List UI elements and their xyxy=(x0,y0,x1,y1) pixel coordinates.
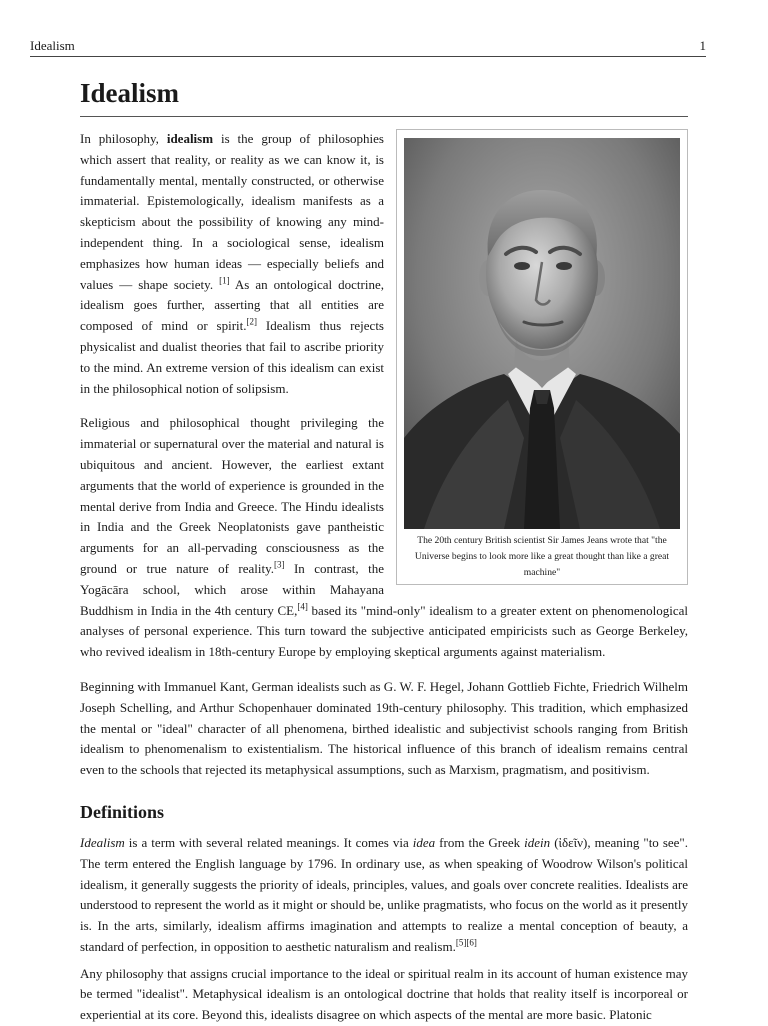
text-run: is a term with several related meanings. It comes via xyxy=(124,834,413,850)
citation-4[interactable]: [4] xyxy=(297,601,308,612)
running-title: Idealism xyxy=(30,38,75,53)
running-header xyxy=(30,38,706,57)
italic-term: idein xyxy=(524,834,551,850)
portrait-figure xyxy=(396,129,688,585)
page-number: 1 xyxy=(699,38,706,53)
portrait-photo xyxy=(404,138,680,529)
definitions-paragraph-2: Any philosophy that assigns crucial importance to the ideal or spiritual realm in its account of human existence may be termed "idealist". Metaphysical idealism is an ontological doctrine that holds that reality itself is incorporeal or experiential at its core. Beyond this, idealists disagree on which aspects of the mental are more basic. Platonic xyxy=(80,965,688,1023)
text-run: As an ontological doctrine, idealism goes further, asserting that all entities are composed of mind or spirit. xyxy=(80,276,384,334)
text-run: Religious and philosophical thought privileging the immaterial or supernatural over the material and natural is ubiquitous and ancient. However, the earliest extant arguments that the world of experience is grounded in the mental derive from India and Greece. The Hindu idealists in India and the Greek Neoplatonists gave pantheistic arguments for an all-pervading consciousness as the ground or true nature of reality. xyxy=(80,415,384,576)
figure-caption: The 20th century British scientist Sir James Jeans wrote that "the Universe begins to look more like a great thought than like a great machine" xyxy=(414,535,670,578)
citation-2[interactable]: [2] xyxy=(246,316,258,327)
text-run: is the group of philosophies which assert that reality, or reality as we can know it, is fundamentally mental, mentally constructed, or otherwise immaterial. Epistemologically, idealism manifests as a skepticism about the possibility of knowing any mind-independent thing. In a sociological sense, idealism emphasizes how human ideas — especially beliefs and values — shape society. xyxy=(80,131,384,292)
citation-5-6[interactable]: [5][6] xyxy=(455,937,477,948)
page-title: Idealism xyxy=(80,76,688,117)
citation-1[interactable]: [1] xyxy=(219,275,230,286)
definitions-section xyxy=(80,801,688,1026)
text-run: based its "mind-only" idealism to a greater extent on phenomenological analyses of personal experience. This turn toward the subjective anticipated empiricists such as George Berkeley, who revived idealism in 18th-century Europe by employing skeptical arguments against materialism. xyxy=(80,602,688,660)
text-run: In contrast, the Yogācāra school, which arose within Mahayana Buddhism in India in the 4th century CE, xyxy=(80,560,384,618)
text-run: (ἰδεῖν), meaning "to see". The term entered the English language by 1796. In ordinary use, as when speaking of Woodrow Wilson's political idealism, it generally suggests the priority of ideals, principles, values, and goals over concrete realities. Idealists are understood to represent the world as it might or should be, unlike pragmatists, who focus on the world as it presently is. In the arts, similarly, idealism affirms imagination and attempts to realize a mental conception of beauty, a standard of perfection, in opposition to aesthetic naturalism and realism. xyxy=(80,834,688,954)
german-idealism-paragraph: Beginning with Immanuel Kant, German idealists such as G. W. F. Hegel, Johann Gottlieb Fichte, Friedrich Wilhelm Joseph Schelling, and Arthur Schopenhauer dominated 19th-century philosophy. This tradition, which emphasized the mental or "ideal" character of all phenomena, birthed idealistic and subjectivist schools ranging from British idealism to phenomenalism to existentialism. The historical influence of this branch of idealism remains central even to the schools that rejected its metaphysical assumptions, such as Marxism, pragmatism, and positivism. xyxy=(80,678,688,778)
section-heading-definitions: Definitions xyxy=(80,801,165,822)
text-run: Idealism thus rejects physicalist and dualist theories that fail to ascribe priority to the mind. An extreme version of this idealism can exist in the philosophical notion of solipsism. xyxy=(80,318,384,396)
italic-term: idea xyxy=(412,834,436,850)
text-run: In philosophy, xyxy=(80,131,167,146)
citation-3[interactable]: [3] xyxy=(274,559,285,570)
definitions-paragraph xyxy=(80,833,688,958)
text-run: from the Greek xyxy=(435,834,525,850)
italic-term: Idealism xyxy=(80,834,125,850)
article-body xyxy=(80,76,688,1026)
bold-term: idealism xyxy=(166,131,214,146)
